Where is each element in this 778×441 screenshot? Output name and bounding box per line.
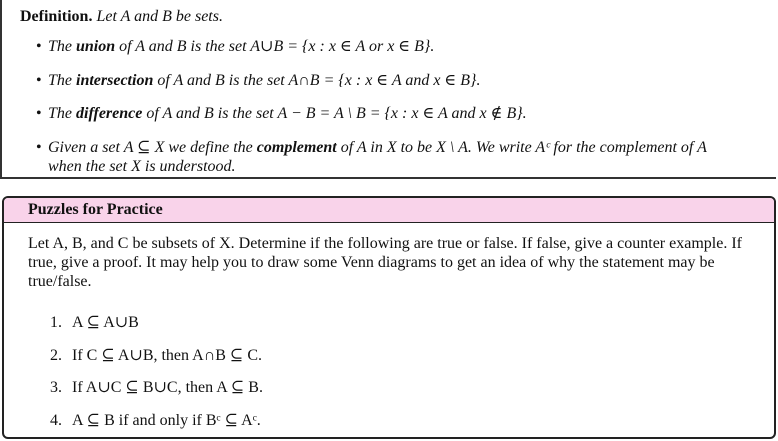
definition-bullet-intersection: • The intersection of A and B is the set A∩B = {x : x ∈ A and x ∈ B}. xyxy=(36,72,481,89)
puzzle-item-2: 2. If C ⊆ A∪B, then A∩B ⊆ C. xyxy=(50,347,263,364)
definition-box xyxy=(0,0,776,179)
definition-bullet-union: • The union of A and B is the set A∪B = {x : x ∈ A or x ∈ B}. xyxy=(36,38,435,55)
puzzles-intro: Let A, B, and C be subsets of X. Determine if the following are true or false. If false, give a counter example. If true, give a proof. It may help you to draw some Venn diagrams to get an idea of why the statement may be true/false. xyxy=(28,235,742,290)
definition-intro: Let A and B be sets. xyxy=(96,8,223,25)
bullet-marker: • xyxy=(36,38,42,55)
puzzles-box xyxy=(2,196,776,439)
bullet-marker: • xyxy=(36,139,42,156)
bullet-marker: • xyxy=(36,72,42,89)
bullet-marker: • xyxy=(36,105,42,122)
puzzle-item-4: 4. A ⊆ B if and only if Bᶜ ⊆ Aᶜ. xyxy=(50,412,261,429)
puzzle-item-1: 1. A ⊆ A∪B xyxy=(50,314,139,331)
definition-bullet-complement: • Given a set A ⊆ X we define the complement of A in X to be X \ A. We write Aᶜ for the complement of A when the set X is understood. xyxy=(36,139,707,175)
definition-heading xyxy=(20,8,223,26)
definition-label: Definition. xyxy=(20,8,93,25)
puzzles-title: Puzzles for Practice xyxy=(4,198,774,223)
definition-bullet-difference: • The difference of A and B is the set A − B = A \ B = {x : x ∈ A and x ∉ B}. xyxy=(36,105,527,122)
puzzle-item-3: 3. If A∪C ⊆ B∪C, then A ⊆ B. xyxy=(50,379,263,396)
